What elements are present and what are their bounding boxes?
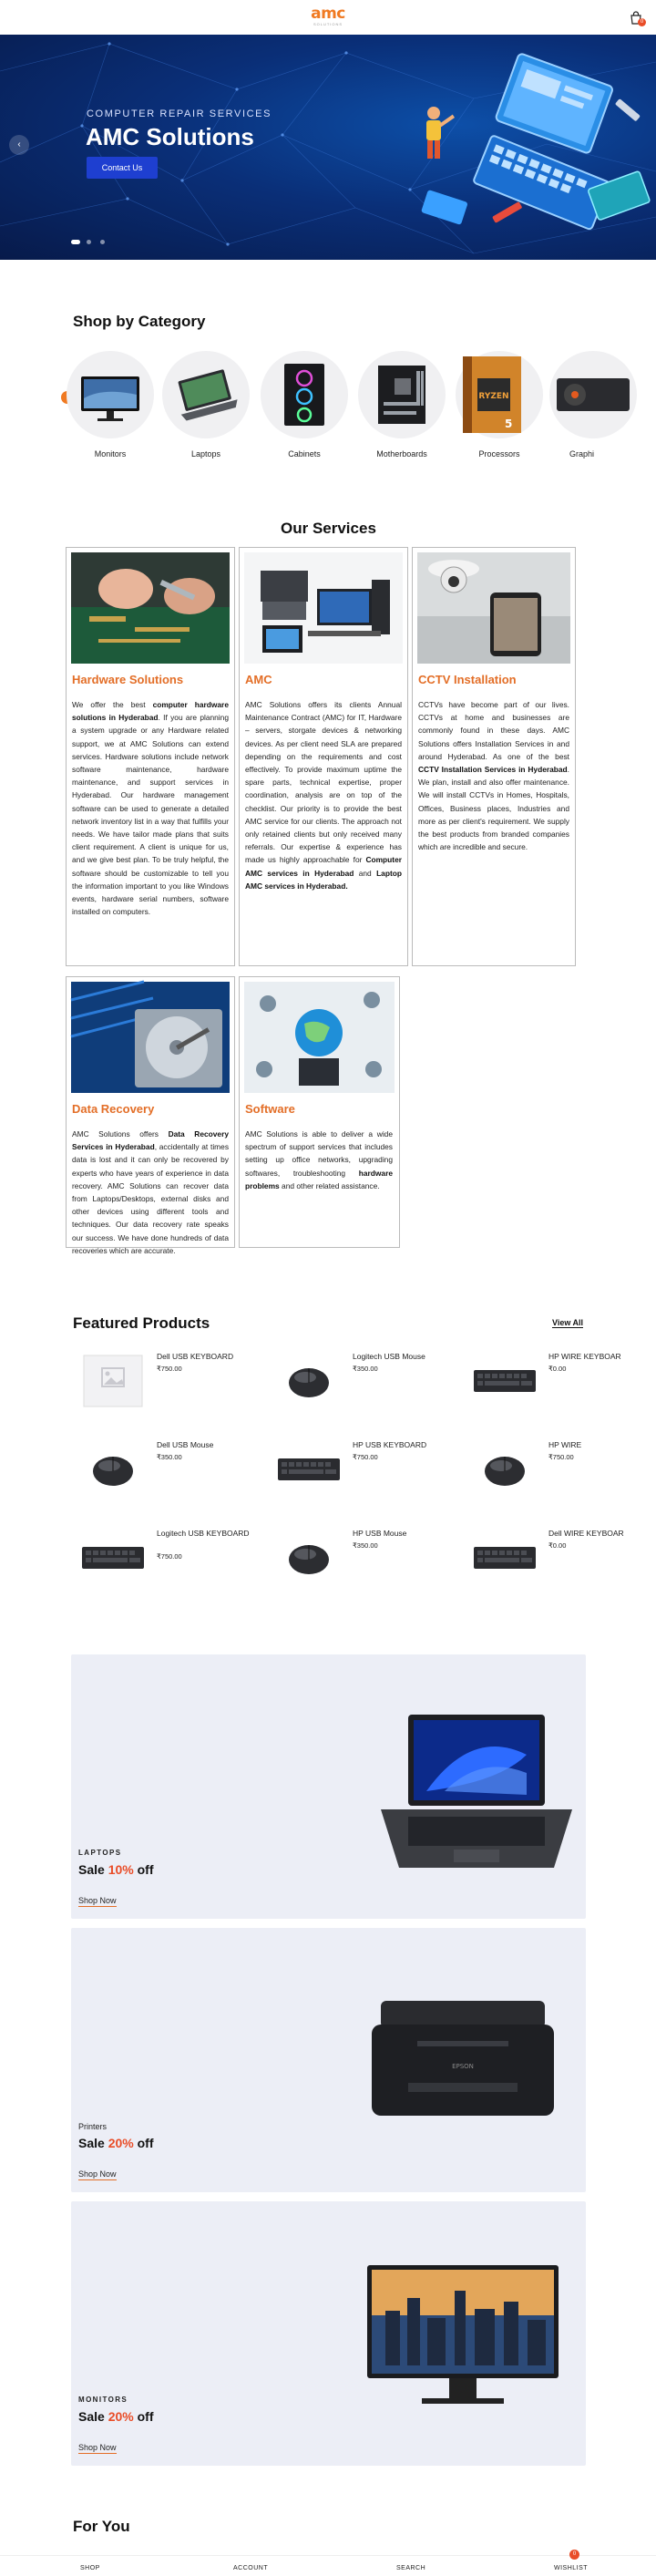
site-logo[interactable]	[307, 5, 349, 29]
service-description	[245, 698, 402, 892]
banner-eyebrow: LAPTOPS	[78, 1849, 122, 1857]
service-title: CCTV Installation	[418, 673, 517, 686]
keyboard-icon	[468, 1348, 541, 1414]
shop-now-link[interactable]: Shop Now	[78, 1896, 117, 1905]
body-text: and other related assistance.	[279, 1180, 380, 1190]
product-card[interactable]	[73, 1345, 264, 1421]
category-laptops[interactable]	[162, 351, 250, 459]
keyboard-icon	[272, 1437, 345, 1502]
nav-search[interactable]: SEARCH	[396, 2565, 426, 2571]
product-name[interactable]: HP WIRE KEYBOAR	[548, 1352, 621, 1361]
motherboard-icon	[358, 351, 446, 438]
product-name[interactable]: Dell USB Mouse	[157, 1440, 214, 1449]
monitor-image	[367, 2265, 559, 2411]
mouse-icon	[272, 1525, 345, 1591]
product-card[interactable]	[73, 1521, 264, 1598]
product-card[interactable]	[465, 1345, 621, 1421]
banner-sale-text	[78, 2136, 154, 2150]
mouse-icon	[77, 1437, 149, 1502]
service-card-data-recovery	[66, 976, 235, 1255]
shop-now-link[interactable]: Shop Now	[78, 2443, 117, 2452]
keyboard-icon	[77, 1525, 149, 1591]
hard-disk-image	[71, 982, 230, 1093]
service-title: AMC	[245, 673, 272, 686]
nav-shop[interactable]: SHOP	[80, 2565, 100, 2571]
category-label: Graphi	[569, 449, 595, 459]
sale-percent: 20%	[108, 2136, 134, 2150]
highlighted-text: Laptop AMC services in Hyderabad.	[245, 868, 402, 891]
product-card[interactable]	[269, 1521, 460, 1598]
nav-account[interactable]: ACCOUNT	[233, 2565, 269, 2571]
contact-us-button[interactable]: Contact Us	[87, 157, 158, 179]
slide-dot-2[interactable]	[87, 240, 91, 244]
service-card-cctv	[412, 547, 576, 966]
category-image	[261, 351, 348, 438]
bottom-navigation	[0, 2555, 656, 2576]
body-text: AMC Solutions is able to deliver a wide spectrum of support services that includes setting up office networks, upgrading softwares, troubleshooting	[245, 1129, 393, 1178]
service-description	[418, 698, 569, 853]
banner-sale-text	[78, 2409, 154, 2424]
slide-dot-3[interactable]	[100, 240, 105, 244]
banner-sale-text	[78, 1862, 154, 1877]
body-text: . If you are planning a system upgrade or any Hardware related support, we at AMC Solutions can extend services. Hardware solutions include network software maintenance, hardware maintenance, and support services in Hyderabad. Our hardware management software can be used to generate a detailed network inventory list in a way that fulfills your needs. We have tailor made plans that suits client requirement. A client is unique for us, and we give best plan. To be truly helpful, the software should be customizable to tell you the information important to you like Windows events, hardware serial numbers, software installed on computers.	[72, 713, 229, 917]
product-price: ₹350.00	[353, 1365, 378, 1373]
product-card[interactable]	[73, 1433, 264, 1510]
product-price: ₹350.00	[157, 1453, 182, 1461]
logo-subtext: SOLUTIONS	[313, 22, 343, 26]
sale-prefix: Sale	[78, 1862, 108, 1877]
sale-suffix: off	[133, 2136, 154, 2150]
pc-cabinet-icon	[261, 351, 348, 438]
category-label: Laptops	[190, 449, 221, 459]
body-text: We offer the best	[72, 700, 153, 709]
service-description	[72, 698, 229, 918]
product-card[interactable]	[465, 1521, 624, 1598]
category-processors[interactable]	[456, 351, 543, 459]
amc-devices-image	[244, 552, 403, 664]
laptops-sale-banner[interactable]	[71, 1654, 586, 1919]
product-name[interactable]: HP WIRE	[548, 1440, 582, 1449]
sale-suffix: off	[133, 2409, 154, 2424]
printer-image	[354, 1992, 572, 2128]
service-card-hardware	[66, 547, 235, 966]
category-label: Motherboards	[376, 449, 427, 459]
service-card-amc	[239, 547, 408, 966]
sale-percent: 20%	[108, 2409, 134, 2424]
processor-box-icon	[456, 351, 543, 438]
category-motherboards[interactable]	[358, 351, 446, 459]
body-text: AMC Solutions offers its clients Annual Maintenance Contract (AMC) for IT, Hardware – servers, storgate devices & networking devices. As per client need SLA are prepared depending on the requirements and cost effectively. To provide maximum uptime the spare parts, technical expertise, proper coordination, analysis are on top of the checklist. Our priority is to provide the best AMC service for our clients. The approach not only retained clients but only received many referrals. Our expertise & experience has made us highly approachable for	[245, 700, 402, 865]
hero-slider	[0, 35, 656, 260]
for-you-title: For You	[73, 2518, 130, 2535]
category-label: Cabinets	[288, 449, 321, 459]
sale-percent: 10%	[108, 1862, 134, 1877]
category-graphics[interactable]	[549, 351, 593, 459]
monitor-icon	[67, 351, 154, 438]
product-card[interactable]	[269, 1433, 460, 1510]
category-monitors[interactable]	[67, 351, 154, 459]
service-title: Hardware Solutions	[72, 673, 184, 686]
service-card-software	[239, 976, 400, 1248]
site-header	[0, 0, 656, 35]
body-text: and	[354, 868, 377, 878]
category-image	[358, 351, 446, 438]
svg-text:5: 5	[505, 417, 513, 430]
highlighted-text: Data Recovery Services in Hyderabad	[72, 1129, 229, 1152]
highlighted-text: computer hardware solutions in Hyderabad	[72, 700, 229, 723]
highlighted-text: hardware problems	[245, 1168, 393, 1190]
body-text: CCTVs have become part of our lives. CCTVs at home and businesses are commonly found in these days. AMC Solutions offers Installation Services in and around Hyderabad. As one of the best	[418, 700, 569, 761]
service-description	[245, 1128, 393, 1192]
graphics-card-icon	[549, 351, 637, 438]
svg-text:EPSON: EPSON	[452, 2063, 474, 2070]
product-price: ₹750.00	[548, 1453, 574, 1461]
service-description	[72, 1128, 229, 1257]
sale-prefix: Sale	[78, 2409, 108, 2424]
product-price: ₹0.00	[548, 1365, 567, 1373]
laptop-repair-illustration	[401, 35, 656, 260]
banner-eyebrow: Printers	[78, 2122, 108, 2131]
body-text: . We plan, install and also offer maintenance. We will install CCTVs in Homes, Hospitals, Offices, Business places, Industries and more as per client's requirement. We supply the best products from branded companies which are incredible and secure.	[418, 765, 569, 852]
cart-count-badge: 0	[638, 18, 646, 26]
laptop-icon	[162, 351, 250, 438]
product-price: ₹0.00	[548, 1541, 567, 1550]
service-title: Data Recovery	[72, 1102, 155, 1116]
service-title: Software	[245, 1102, 295, 1116]
hero-eyebrow: COMPUTER REPAIR SERVICES	[87, 108, 272, 119]
highlighted-text: Computer AMC services in Hyderabad	[245, 855, 402, 878]
shop-now-link[interactable]: Shop Now	[78, 2169, 117, 2179]
software-globe-image	[244, 982, 395, 1093]
category-image	[549, 351, 637, 438]
product-price: ₹750.00	[353, 1453, 378, 1461]
shop-by-category-title: Shop by Category	[73, 313, 206, 330]
wishlist-count-badge: 0	[569, 2550, 579, 2560]
category-label: Monitors	[94, 449, 127, 459]
product-name[interactable]: Dell WIRE KEYBOAR	[548, 1529, 624, 1538]
category-label: Processors	[478, 449, 520, 459]
hero-title: AMC Solutions	[86, 123, 254, 150]
category-cabinets[interactable]	[261, 351, 348, 459]
printers-sale-banner[interactable]	[71, 1928, 586, 2192]
featured-products-title: Featured Products	[73, 1314, 210, 1332]
our-services-title: Our Services	[281, 520, 376, 537]
hero-prev-arrow[interactable]: ‹	[9, 135, 29, 155]
slide-dot-1[interactable]	[71, 240, 80, 244]
sale-suffix: off	[133, 1862, 154, 1877]
banner-eyebrow: MONITORS	[78, 2396, 128, 2404]
category-image	[67, 351, 154, 438]
svg-text:RYZEN: RYZEN	[478, 392, 509, 401]
category-image	[162, 351, 250, 438]
mouse-icon	[272, 1348, 345, 1414]
laptop-image	[372, 1700, 572, 1873]
nav-wishlist[interactable]: WISHLIST	[554, 2565, 589, 2571]
body-text: AMC Solutions offers	[72, 1129, 169, 1139]
body-text: , accidentally at times data is lost and it can only be recovered by experts who have years of experience in data recovery. AMC Solutions can recover data from Laptops/Desktops, external disks and other devices using different tools and techniques. Our data recovery rate speaks our success. We have done hundreds of data recoveries which are accurate.	[72, 1142, 230, 1255]
product-price: ₹750.00	[157, 1365, 182, 1373]
product-price: ₹750.00	[157, 1552, 182, 1561]
product-name[interactable]: Logitech USB KEYBOARD	[157, 1529, 250, 1538]
monitors-sale-banner[interactable]	[71, 2201, 586, 2466]
product-price: ₹350.00	[353, 1541, 378, 1550]
hardware-repair-image	[71, 552, 230, 664]
category-image	[456, 351, 543, 438]
highlighted-text: CCTV Installation Services in Hyderabad	[418, 765, 568, 775]
product-name[interactable]: Dell USB KEYBOARD	[157, 1352, 234, 1361]
product-name[interactable]: Logitech USB Mouse	[353, 1352, 425, 1361]
product-card[interactable]	[465, 1433, 592, 1510]
cctv-camera-image	[417, 552, 570, 664]
product-name[interactable]: HP USB KEYBOARD	[353, 1440, 427, 1449]
view-all-link[interactable]: View All	[552, 1318, 584, 1327]
keyboard-icon	[468, 1525, 541, 1591]
mouse-icon	[468, 1437, 541, 1502]
product-name[interactable]: HP USB Mouse	[353, 1529, 407, 1538]
logo-wordmark: amc	[311, 5, 345, 23]
sale-prefix: Sale	[78, 2136, 108, 2150]
product-card[interactable]	[269, 1345, 460, 1421]
placeholder-image-icon	[77, 1348, 149, 1414]
